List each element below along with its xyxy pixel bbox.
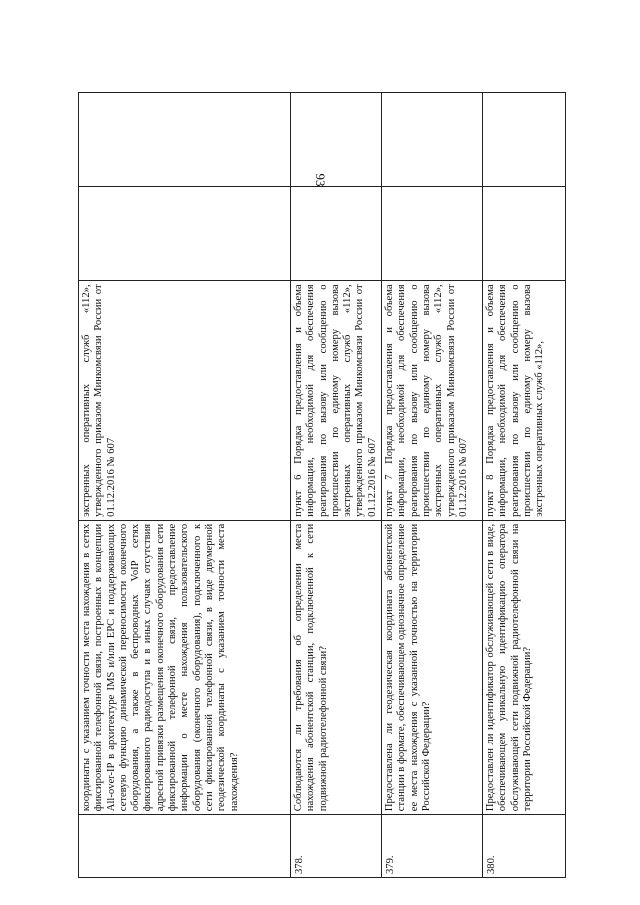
answer-cell [382, 187, 483, 281]
note-cell [483, 93, 566, 187]
question-cell: Предоставлена ли геодезическая координата абонентской станции в формате, обеспечивающем однозначное определение ее места нахождения с указанной точностью на территории Российской Федерации? [382, 520, 483, 814]
row-number-cell [79, 815, 291, 878]
answer-cell [291, 187, 382, 281]
note-cell [79, 93, 291, 187]
question-cell: Предоставлен ли идентификатор обслуживающей сети в виде, обеспечивающем уникальную идентификацию оператора обслуживающей сети подвижной радиотелефонной связи на территории Российской Федерации? [483, 520, 566, 814]
table-row [483, 93, 566, 878]
reference-cell: пункт 7 Порядка предоставления и объема информации, необходимой для обеспечения реагирования по вызову или сообщению о происшествии по единому номеру вызова экстренных оперативных служб «112», утвержденного приказом Минкомсвязи России от 01.12.2016 № 607 [382, 281, 483, 520]
rotated-page-content [78, 92, 562, 878]
reference-cell: пункт 8 Порядка предоставления и объема информации, необходимой для обеспечения реагирования по вызову или сообщению о происшествии по единому номеру вызова экстренных оперативных служб «112», [483, 281, 566, 520]
answer-cell [483, 187, 566, 281]
row-number-cell: 380. [483, 815, 566, 878]
reference-cell: пункт 6 Порядка предоставления и объема информации, необходимой для обеспечения реагирования по вызову или сообщению о происшествии по единому номеру вызова экстренных оперативных служб «112», утвержденного приказом Минкомсвязи России от 01.12.2016 № 607 [291, 281, 382, 520]
note-cell [291, 93, 382, 187]
checklist-table [78, 92, 566, 878]
table-row [382, 93, 483, 878]
page-number: 93 [313, 173, 328, 187]
question-cell: Соблюдаются ли требования об определении места нахождения абонентской станции, подключенной к сети подвижной радиотелефонной связи? [291, 520, 382, 814]
reference-cell: экстренных оперативных служб «112», утвержденного приказом Минкомсвязи России от 01.12.2016 № 607 [79, 281, 291, 520]
question-cell: координаты с указанием точности места нахождения в сетях фиксированной телефонной связи, построенных в концепции All-over-IP в архитектуре IMS и/или EPC и поддерживающих сетевую функцию динамической переносимости оконечного оборудования, а также в беспроводных VoIP сетях фиксированного радиодоступа и в иных случаях отсутствия адресной привязки размещения оконечного оборудования сети фиксированной телефонной связи, предоставление информации о месте нахождения пользовательского оборудования (оконечного оборудования), подключенного к сети фиксированной телефонной связи, в виде двумерной геодезической координаты с указанием точности места нахождения? [79, 520, 291, 814]
row-number-cell: 379. [382, 815, 483, 878]
note-cell [382, 93, 483, 187]
table-row [79, 93, 291, 878]
table-row [291, 93, 382, 878]
answer-cell [79, 187, 291, 281]
row-number-cell: 378. [291, 815, 382, 878]
